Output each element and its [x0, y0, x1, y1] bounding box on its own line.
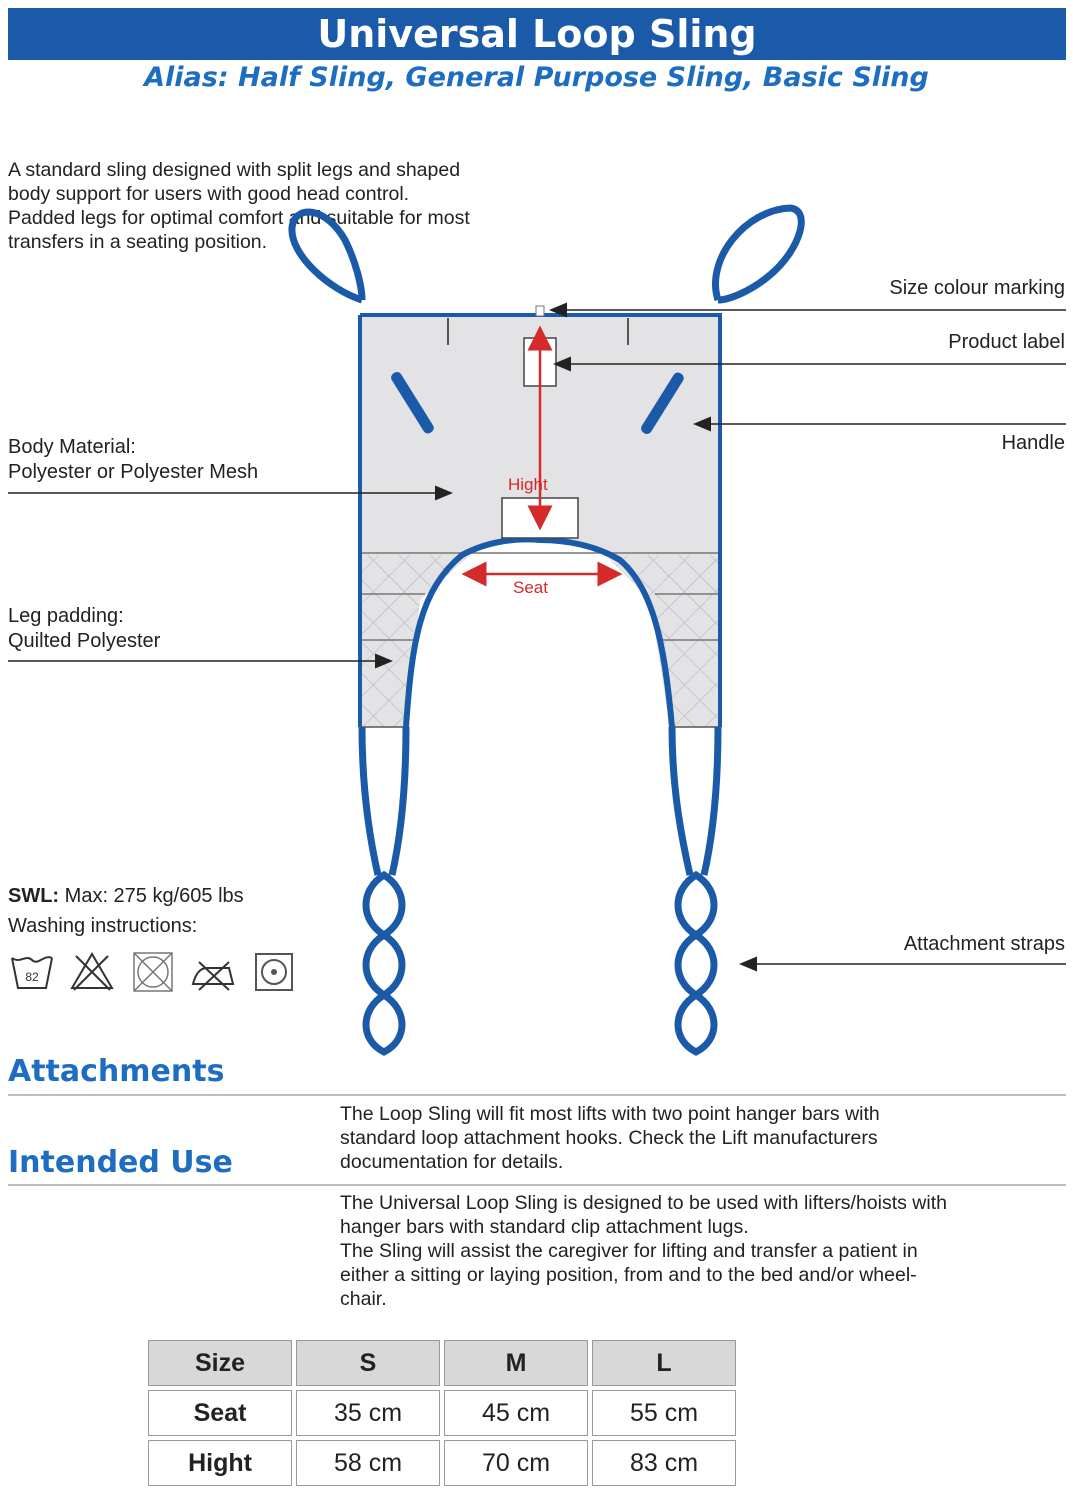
size-header: Size — [148, 1340, 292, 1386]
body-material-title: Body Material: — [8, 436, 136, 458]
swl-value: Max: 275 kg/605 lbs — [64, 885, 244, 907]
intended-use-text — [340, 1191, 947, 1311]
washing-label: Washing instructions: — [8, 915, 198, 937]
table-cell: 83 cm — [592, 1440, 736, 1486]
handle-label: Handle — [1001, 432, 1065, 454]
intended-use-line: The Sling will assist the caregiver for lifting and transfer a patient in — [340, 1240, 918, 1262]
leg-padding-title: Leg padding: — [8, 605, 124, 627]
description-line: transfers in a seating position. — [8, 231, 268, 253]
size-colour-marking-label: Size colour marking — [889, 277, 1065, 299]
attachments-heading: Attachments — [8, 1054, 225, 1089]
intended-use-line: hanger bars with standard clip attachment lugs. — [340, 1216, 749, 1238]
dry-clean-icon — [250, 950, 298, 994]
intended-use-divider — [8, 1184, 1066, 1186]
size-table-header — [148, 1340, 736, 1386]
leg-padding-value: Quilted Polyester — [8, 630, 161, 652]
row-label: Seat — [148, 1390, 292, 1436]
intended-use-heading: Intended Use — [8, 1145, 233, 1180]
attachment-straps-label: Attachment straps — [903, 933, 1065, 955]
intended-use-line: The Universal Loop Sling is designed to be used with lifters/hoists with — [340, 1192, 947, 1214]
product-label-label: Product label — [948, 331, 1065, 353]
top-right-loop — [716, 208, 802, 300]
intended-use-line: chair. — [340, 1288, 387, 1310]
table-row — [148, 1440, 736, 1486]
table-row — [148, 1390, 736, 1436]
description-line: A standard sling designed with split legs and shaped — [8, 159, 461, 181]
size-m-header: M — [444, 1340, 588, 1386]
no-tumble-dry-icon — [129, 950, 177, 994]
intended-use-line: either a sitting or laying position, from and to the bed and/or wheel- — [340, 1264, 917, 1286]
page-title: Universal Loop Sling — [8, 8, 1066, 60]
top-left-loop — [292, 212, 362, 300]
attachments-text — [340, 1102, 880, 1174]
table-cell: 45 cm — [444, 1390, 588, 1436]
row-label: Hight — [148, 1440, 292, 1486]
seat-marker-label: Seat — [513, 578, 548, 597]
description-line: body support for users with good head control. — [8, 183, 410, 205]
size-colour-marking — [536, 306, 544, 316]
wash-82-icon — [8, 950, 56, 994]
size-s-header: S — [296, 1340, 440, 1386]
table-cell: 35 cm — [296, 1390, 440, 1436]
attachments-line: The Loop Sling will fit most lifts with two point hanger bars with — [340, 1103, 880, 1125]
no-bleach-icon — [68, 950, 116, 994]
table-cell: 55 cm — [592, 1390, 736, 1436]
size-table — [144, 1336, 740, 1490]
no-iron-icon — [189, 950, 237, 994]
body-material-label — [8, 435, 258, 485]
attachments-line: standard loop attachment hooks. Check the Lift manufacturers — [340, 1127, 878, 1149]
table-cell: 70 cm — [444, 1440, 588, 1486]
attachments-line: documentation for details. — [340, 1151, 564, 1173]
leg-padding-label — [8, 604, 160, 654]
body-material-value: Polyester or Polyester Mesh — [8, 461, 259, 483]
wash-temp: 82 — [25, 970, 39, 984]
washing-icons — [8, 950, 306, 999]
hight-marker-label: Hight — [508, 475, 548, 494]
left-attachment-strap — [362, 727, 406, 1052]
alias-subtitle: Alias: Half Sling, General Purpose Sling, Basic Sling — [144, 62, 929, 93]
size-l-header: L — [592, 1340, 736, 1386]
swl-info — [8, 884, 244, 909]
right-attachment-strap — [672, 727, 718, 1052]
swl-label: SWL: — [8, 885, 60, 907]
attachments-divider — [8, 1094, 1066, 1096]
table-cell: 58 cm — [296, 1440, 440, 1486]
description-line: Padded legs for optimal comfort and suitable for most — [8, 207, 470, 229]
